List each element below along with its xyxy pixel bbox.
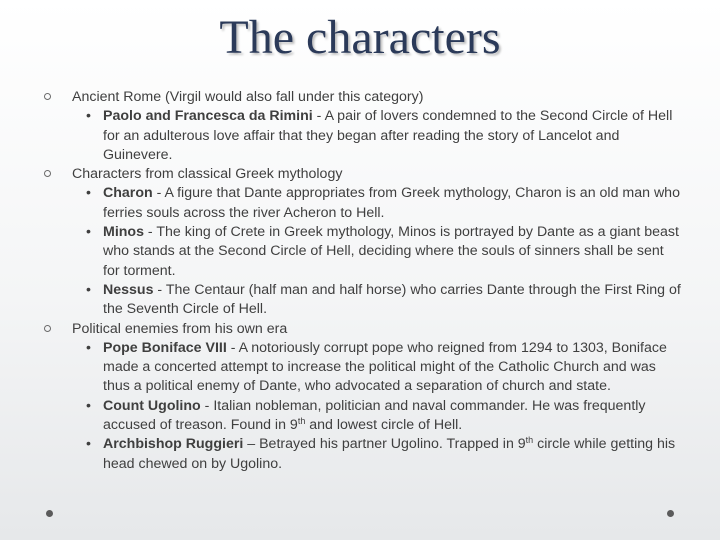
bullet-dot-icon: • bbox=[86, 397, 91, 414]
character-description: Italian nobleman, politician and naval commander. He was frequently accused of treason. Found in 9 bbox=[103, 397, 646, 434]
list-item-nessus bbox=[44, 281, 684, 320]
group-heading: Ancient Rome (Virgil would also fall under this category) bbox=[72, 89, 424, 105]
decorative-dot-icon bbox=[667, 510, 674, 517]
name-separator: - bbox=[153, 281, 166, 298]
decorative-dot-icon bbox=[46, 510, 53, 517]
character-name: Nessus bbox=[103, 281, 154, 298]
group-heading: Political enemies from his own era bbox=[72, 320, 288, 337]
list-item-charon bbox=[44, 184, 684, 223]
name-separator: - bbox=[152, 185, 165, 202]
bullet-dot-icon: • bbox=[86, 436, 91, 453]
character-description: A pair of lovers condemned to the Second Circle of Hell for an adulterous love affair that they began after reading the story of Lancelot and Guinevere. bbox=[103, 108, 673, 163]
bullet-dot-icon: • bbox=[86, 185, 91, 202]
list-item-paolo-francesca bbox=[44, 107, 684, 165]
character-name: Count Ugolino bbox=[103, 397, 201, 414]
bullet-dot-icon: • bbox=[86, 224, 91, 241]
character-description-end: circle while getting his head chewed on by Ugolino. bbox=[103, 436, 676, 472]
character-name: Minos bbox=[103, 224, 144, 241]
hollow-circle-bullet-icon bbox=[44, 325, 51, 332]
name-separator: – bbox=[243, 436, 260, 453]
character-description: A notoriously corrupt pope who reigned from 1294 to 1303, Boniface made a concerted attempt to increase the political might of the Catholic Church and was thus a political enemy of Dante, who advocated a separation of church and state. bbox=[103, 339, 667, 395]
bullet-dot-icon: • bbox=[86, 339, 91, 356]
character-name: Paolo and Francesca da Rimini bbox=[103, 108, 313, 125]
name-separator: - bbox=[312, 108, 325, 125]
list-item-boniface bbox=[44, 339, 684, 397]
name-separator: - bbox=[143, 224, 157, 241]
list-item-political-enemies bbox=[44, 320, 684, 339]
slide-title: The characters bbox=[219, 11, 501, 64]
bullet-dot-icon: • bbox=[86, 108, 91, 125]
character-description: The Centaur (half man and half horse) who carries Dante through the First Ring of the Seventh Circle of Hell. bbox=[103, 281, 681, 318]
name-separator: - bbox=[226, 339, 239, 356]
character-description-end: and lowest circle of Hell. bbox=[305, 417, 463, 434]
ordinal-suffix: th bbox=[297, 416, 306, 427]
list-item-ancient-rome bbox=[44, 88, 684, 107]
character-description: Betrayed his partner Ugolino. Trapped in 9 bbox=[259, 436, 526, 453]
group-heading: Characters from classical Greek mythology bbox=[72, 166, 343, 183]
character-description: A figure that Dante appropriates from Greek mythology, Charon is an old man who ferries souls across the river Acheron to Hell. bbox=[103, 185, 680, 221]
list-item-greek-mythology bbox=[44, 165, 684, 184]
ordinal-suffix: th bbox=[525, 435, 534, 446]
character-name: Charon bbox=[103, 185, 153, 202]
list-item-minos bbox=[44, 223, 684, 281]
hollow-circle-bullet-icon bbox=[44, 170, 51, 177]
bullet-dot-icon: • bbox=[86, 281, 91, 298]
character-name: Pope Boniface VIII bbox=[103, 339, 227, 356]
bullet-list bbox=[44, 88, 684, 474]
character-name: Archbishop Ruggieri bbox=[103, 436, 244, 453]
name-separator: - bbox=[200, 397, 214, 414]
list-item-ugolino bbox=[44, 397, 684, 436]
list-item-ruggieri bbox=[44, 435, 684, 474]
character-description: The king of Crete in Greek mythology, Minos is portrayed by Dante as a giant beast who stands at the Second Circle of Hell, deciding where the souls of sinners shall be sent for torment. bbox=[103, 224, 679, 279]
hollow-circle-bullet-icon bbox=[44, 93, 51, 100]
